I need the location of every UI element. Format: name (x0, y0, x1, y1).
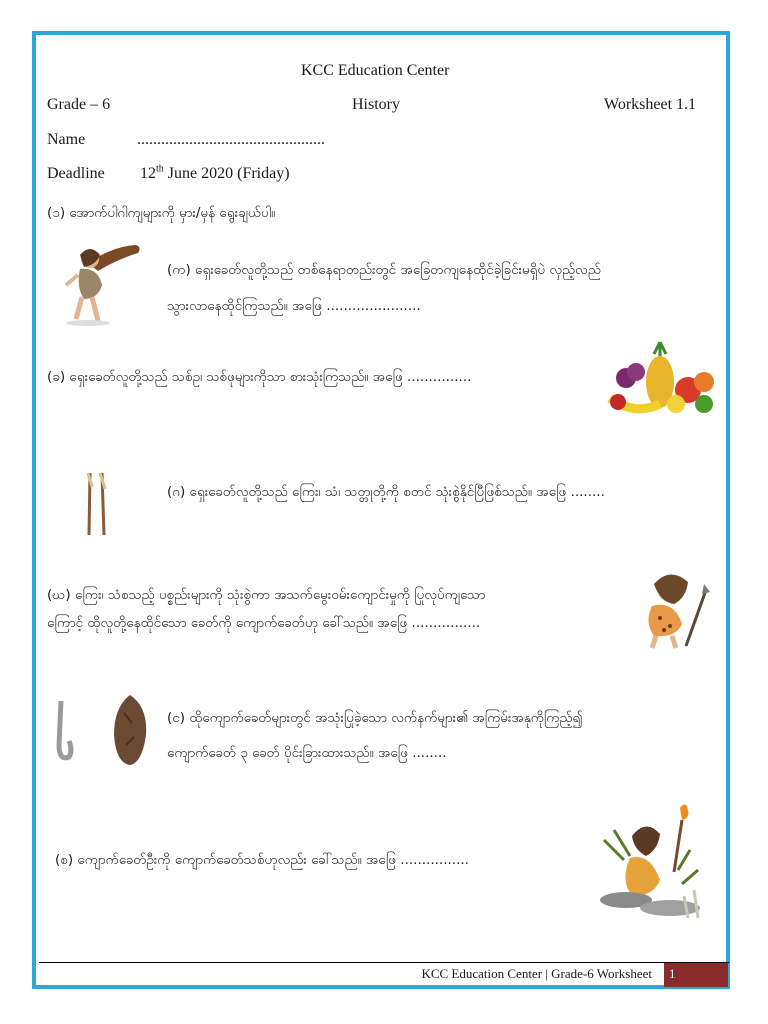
caveman-spear-icon (620, 566, 712, 650)
question-gha-line1: (ဃ) ကြေး၊ သံစသည့် ပစ္စည်းများကို သုံးစွဲကာ အသက်မွေးဝမ်းကျောင်းမှုကို ပြုလုပ်ကျသော (47, 587, 486, 603)
question-sa-line1: (စ) ကျောက်ခေတ်ဦးကို ကျောက်ခေတ်သစ်ဟုလည်း ခေါ်သည်။ အဖြေ ................ (55, 852, 469, 868)
fish-hook-icon (47, 697, 77, 767)
name-label: Name (47, 131, 86, 148)
question-ka-line1: (က) ရှေးခေတ်လူတို့သည် တစ်နေရာတည်းတွင် အခြေတကျနေထိုင်ခဲ့ခြင်းမရှိပဲ လှည့်လည် (167, 262, 601, 278)
deadline-label: Deadline (47, 165, 105, 182)
question-nga-line2: ကျောက်ခေတ် ၃ ခေတ် ပိုင်းခြားထားသည်။ အဖြေ ........ (167, 745, 447, 761)
footer-divider (39, 962, 729, 963)
deadline-value: 12th June 2020 (Friday) (140, 163, 290, 182)
question-nga-line1: (င) ထိုကျောက်ခေတ်များတွင် အသုံးပြုခဲ့သော လက်နက်များ၏ အကြမ်းအနုကိုကြည့်၍ (167, 710, 583, 726)
caveman-club-icon (58, 241, 148, 327)
question-ka-line2: သွားလာနေထိုင်ကြသည်။ အဖြေ ...................... (167, 298, 421, 314)
page-number: 1 (669, 966, 676, 981)
question-ga-line1: (ဂ) ရှေးခေတ်လူတို့သည် ကြေး၊ သံ၊ သတ္တုတို့ကို စတင် သုံးစွဲနိုင်ပြီဖြစ်သည်။ အဖြေ ........ (167, 484, 605, 500)
center-title: KCC Education Center (301, 62, 450, 79)
worksheet-label: Worksheet 1.1 (604, 96, 697, 113)
caveman-torch-icon (594, 800, 710, 922)
stone-axe-icon (110, 693, 152, 767)
fruits-icon (604, 338, 720, 418)
footer-text: KCC Education Center | Grade-6 Worksheet (421, 966, 652, 981)
question-kha-line1: (ခ) ရှေးခေတ်လူတို့သည် သစ်ဥ၊ သစ်ဖုများကိုသာ စားသုံးကြသည်။ အဖြေ ............... (47, 369, 472, 385)
instruction: (၁) အောက်ပါဂါကျများကို မှား/မှန် ရွေးချယ်ပါ။ (47, 205, 276, 221)
bone-tools-icon (82, 469, 112, 539)
name-blank: ............................................... (137, 131, 325, 148)
grade-label: Grade – 6 (47, 96, 111, 113)
question-gha-line2: ကြောင့် ထိုလူတို့နေထိုင်သော ခေတ်ကို ကျောက်ခေတ်ဟု ခေါ်သည်။ အဖြေ ................ (47, 615, 481, 631)
subject-label: History (352, 96, 400, 113)
